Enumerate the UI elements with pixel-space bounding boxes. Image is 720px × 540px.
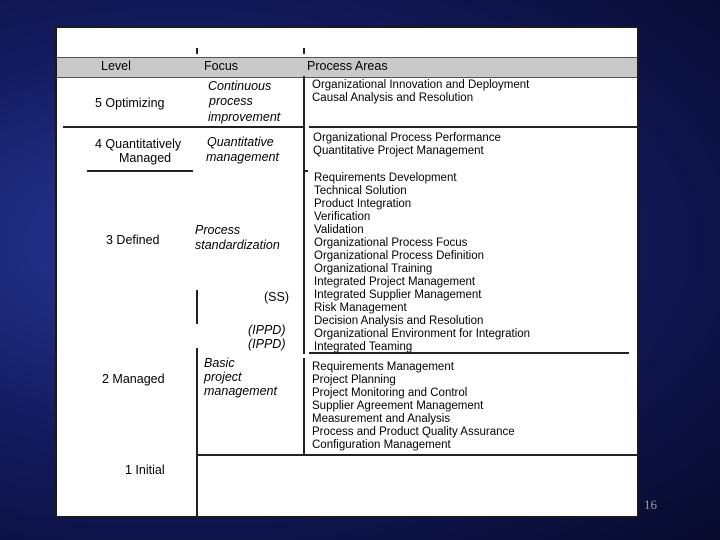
row-separator bbox=[196, 454, 639, 456]
focus-5-line: improvement bbox=[208, 110, 281, 124]
focus-2-line: management bbox=[204, 384, 277, 398]
maturity-table bbox=[55, 26, 639, 518]
note-ippd: (IPPD) bbox=[248, 323, 286, 337]
process-area-item: Causal Analysis and Resolution bbox=[312, 92, 474, 104]
process-area-item: Supplier Agreement Management bbox=[312, 400, 484, 412]
focus-3-line: Process bbox=[195, 223, 241, 237]
process-area-item: Validation bbox=[314, 224, 364, 236]
process-area-item: Quantitative Project Management bbox=[313, 145, 484, 157]
process-area-item: Integrated Teaming bbox=[314, 341, 413, 353]
process-area-item: Organizational Environment for Integration bbox=[314, 328, 531, 340]
process-area-item: Project Planning bbox=[312, 374, 396, 386]
focus-5-line: process bbox=[209, 94, 253, 108]
focus-3-line: standardization bbox=[195, 238, 280, 252]
process-area-item: Organizational Process Definition bbox=[314, 250, 485, 262]
page-number: 16 bbox=[644, 497, 657, 512]
row-separator bbox=[309, 126, 639, 128]
process-area-item: Measurement and Analysis bbox=[312, 413, 451, 425]
process-area-item: Integrated Project Management bbox=[314, 276, 476, 288]
process-area-item: Risk Management bbox=[314, 302, 407, 314]
row-separator bbox=[63, 126, 303, 128]
focus-2-line: project bbox=[204, 370, 242, 384]
process-area-item: Requirements Development bbox=[314, 172, 457, 184]
level-1-label: 1 Initial bbox=[125, 463, 165, 477]
column-divider bbox=[196, 348, 198, 518]
process-area-item: Organizational Training bbox=[314, 263, 433, 275]
level-5-label: 5 Optimizing bbox=[95, 96, 165, 110]
header-level: Level bbox=[101, 59, 131, 73]
process-area-item: Organizational Innovation and Deployment bbox=[312, 79, 530, 91]
process-area-item: Product Integration bbox=[314, 198, 412, 210]
level-4-label: 4 Quantitatively bbox=[95, 137, 182, 151]
process-area-item: Organizational Process Performance bbox=[313, 132, 501, 144]
level-4-label: Managed bbox=[119, 151, 172, 165]
focus-5-line: Continuous bbox=[208, 79, 272, 93]
header-focus: Focus bbox=[204, 59, 239, 73]
note-ippd: (IPPD) bbox=[248, 337, 286, 351]
focus-2-line: Basic bbox=[204, 356, 235, 370]
process-area-item: Integrated Supplier Management bbox=[314, 289, 482, 301]
focus-4-line: management bbox=[206, 150, 279, 164]
note-ss: (SS) bbox=[264, 290, 289, 304]
header-process-areas: Process Areas bbox=[307, 59, 388, 73]
process-area-item: Verification bbox=[314, 211, 371, 223]
header-divider bbox=[196, 48, 198, 54]
level-2-label: 2 Managed bbox=[102, 372, 165, 386]
process-area-item: Technical Solution bbox=[314, 185, 407, 197]
column-divider bbox=[196, 290, 198, 324]
header-divider bbox=[303, 48, 305, 54]
process-area-item: Decision Analysis and Resolution bbox=[314, 315, 484, 327]
column-divider bbox=[303, 358, 305, 454]
column-divider bbox=[303, 76, 305, 354]
process-area-item: Process and Product Quality Assurance bbox=[312, 426, 515, 438]
process-area-item: Project Monitoring and Control bbox=[312, 387, 468, 399]
process-area-item: Configuration Management bbox=[312, 439, 451, 451]
row-separator bbox=[87, 170, 193, 172]
process-area-item: Requirements Management bbox=[312, 361, 454, 373]
focus-4-line: Quantitative bbox=[207, 135, 274, 149]
process-area-item: Organizational Process Focus bbox=[314, 237, 468, 249]
level-3-label: 3 Defined bbox=[106, 233, 160, 247]
